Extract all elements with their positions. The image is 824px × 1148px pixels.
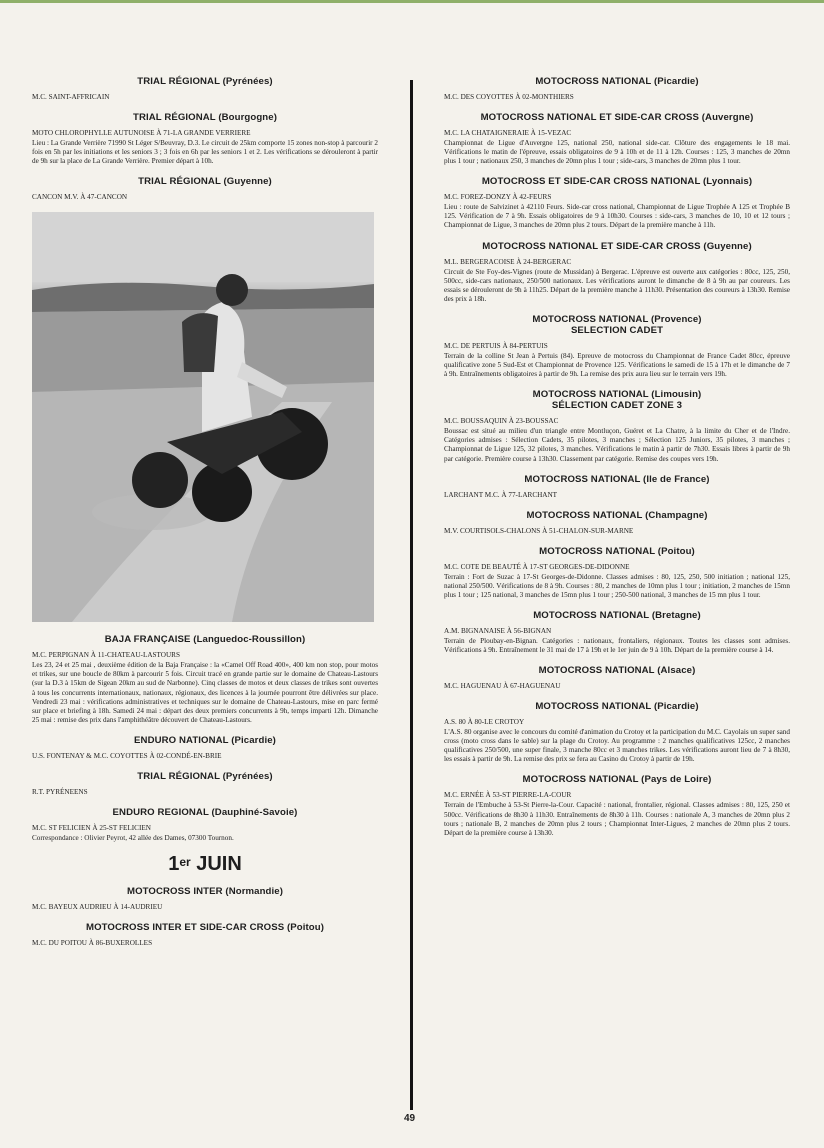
event-entry <box>444 546 790 600</box>
event-title: MOTOCROSS NATIONAL (Alsace) <box>538 665 696 677</box>
event-club: M.V. COURTISOLS-CHALONS À 51-CHALON-SUR-MARNE <box>444 526 634 535</box>
event-title: TRIAL RÉGIONAL (Pyrénées) <box>137 76 273 87</box>
event-entry <box>444 474 790 500</box>
event-entry <box>32 771 378 797</box>
event-club: M.C. BAYEUX AUDRIEU À 14-AUDRIEU <box>32 903 163 912</box>
event-club: M.C. DES COYOTTES À 02-MONTHIERS <box>444 93 574 101</box>
event-entry <box>444 610 790 655</box>
event-title: ENDURO NATIONAL (Picardie) <box>134 734 276 746</box>
event-title: TRIAL RÉGIONAL (Bourgogne) <box>132 112 277 123</box>
event-description: Terrain : Fort de Suzac à 17-St Georges-de-Didonne. Classes admises : 80, 125, 250, 500 initiation ; national 125, national 250/500. Vérifications de 8 à 9h. Courses : 80, 2 manches de 10mn plus 1 tour ; initiation, 2 manches de 15mn plus 1 tour ; 125 national, 3 manches de 15mn plus 1 tour ; 250-500 national, 3 manches de 15 mn plus 1 tour. <box>444 572 790 599</box>
event-club: M.C. ST FELICIEN À 25-ST FELICIEN <box>32 823 151 832</box>
event-entry <box>32 735 378 761</box>
event-entry <box>32 634 378 725</box>
event-club: M.C. DE PERTUIS À 84-PERTUIS <box>444 341 548 350</box>
event-club: M.C. PERPIGNAN À 11-CHATEAU-LASTOURS <box>32 651 180 660</box>
event-club: M.C. BOUSSAQUIN À 23-BOUSSAC <box>444 417 559 426</box>
top-rule <box>0 0 824 3</box>
event-entry <box>444 665 790 691</box>
event-entry <box>444 701 790 764</box>
event-description: Lieu : La Grande Verrière 71990 St Léger S/Beuvray, D.3. Le circuit de 25km comporte 15 zones non-stop à parcourir 2 fois en 5h par les initiations et les seniors 3 ; 3 fois en 6h par les seniors 1 et 2. Les vérifications se dérouleront à partir de 9h sur la place de La Grande Verrière. Premier départ à 10h. <box>32 139 378 166</box>
event-description: Terrain de la colline St Jean à Pertuis (84). Epreuve de motocross du Championnat de France Cadet 80cc, épreuve qualificative zone 5 Sud-Est et Championnat de Provence 125. Vérifications le samedi de 15 à 17h et le dimanche de 7 à 9h. Entraînements obligatoires à partir de 9h. La remise des prix aura lieu sur le terrain vers 19h. <box>444 351 790 379</box>
event-club: M.C. COTE DE BEAUTÉ À 17-ST GEORGES-DE-DIDONNE <box>444 562 630 571</box>
event-club: M.C. ERNÉE À 53-ST PIERRE-LA-COUR <box>444 791 572 800</box>
event-title <box>444 314 790 336</box>
event-title: MOTOCROSS INTER (Normandie) <box>126 886 284 898</box>
date-heading <box>32 853 378 876</box>
event-club: M.C. DU POITOU À 86-BUXEROLLES <box>32 939 153 948</box>
event-entry <box>444 774 790 837</box>
event-entry <box>32 176 378 202</box>
event-title: MOTOCROSS ET SIDE-CAR CROSS NATIONAL (Lyonnais) <box>481 176 753 188</box>
event-entry <box>444 112 790 166</box>
event-entry <box>32 922 378 948</box>
page-number: 49 <box>404 1113 416 1124</box>
event-description: Circuit de Ste Foy-des-Vignes (route de Mussidan) à Bergerac. L'épreuve est ouverte aux catégories : 80cc, 125, 250, 500cc, side-cars nationaux, 250/500 nationaux. Les vérifications auront le dimanche de 8 à 9h au par coureurs. Les essais se dérouleront de 9h à 11h25. Départ de la première manche à 11h30. Présentation des coureurs à 13h30. Remise des prix à 18h. <box>444 267 790 303</box>
event-description: Terrain de l'Embuche à 53-St Pierre-la-Cour. Capacité : national, frontalier, régional. Classes admises : 80, 125, 250 et 500cc. Vérifications de 8h30 à 11h30. Entraînements de 8h30 à 11h. Courses : nationale A, 3 manches de 20mn plus 2 tours ; nationale B, 2 manches de 20mn plus 2 tours ; Championnat Inter-Ligues, 2 manches de 20mn plus 2 tours. Départ de la première course à 13h30. <box>444 801 790 837</box>
event-description: Championnat de Ligue d'Auvergne 125, national 250, national side-car. Clôture des engagements le 18 mai. Vérifications le matin de l'épreuve, essais obligatoires de 9 à 10h et de 11 à 12h. Courses : 125, 3 manches de 20mn plus 1 tour ; nationaux 250, 3 manches de 20mn plus 1 tour ; side-cars, 3 manches de 20mn plus 1 tour. <box>444 139 790 166</box>
date-ordinal: er <box>179 855 191 870</box>
event-title: MOTOCROSS NATIONAL (Picardie) <box>535 701 699 713</box>
event-title: TRIAL RÉGIONAL (Guyenne) <box>138 176 272 188</box>
event-description: Terrain de Ploubay-en-Bignan. Catégories : nationaux, frontaliers, régionaux. Toutes les classes sont admises. Vérifications à 9h. Entraînement le 31 mai de 17 à 19h et le 1er juin de 9 à 10h. Départ de la première course à 14. <box>444 636 790 654</box>
event-entry <box>444 176 790 230</box>
event-club: M.L. BERGERACOISE À 24-BERGERAC <box>444 257 572 266</box>
event-description: Les 23, 24 et 25 mai , deuxième édition de la Baja Française : la «Camel Off Road 400», 400 km non stop, pour motos et trikes, sur une boucle de 80km à parcourir 5 fois. Circuit tracé en grande partie sur le domaine de Chateau-Lastours (sur la D.3 à 15km de Sigean 20km au sud de Narbonne). Cinq classes de motos et deux classes de trikes sont ouvertes à tous les concurrents internationaux, nationaux, régionaux, des licences à la journée pourront être délivrées sur place. Vendredi 23 mai : vérifications administratives et techniques sur le domaine de Chateau-Lastours, mise en parc fermé sur place et briefing à 18h. Samedi 24 mai : départ des deux premiers concurrents à 9h, temps imparti 12h. Dimanche 25 mai : remise des prix dans l'amphithéâtre découvert de Chateau-Lastours. <box>32 661 378 724</box>
event-title: BAJA FRANÇAISE (Languedoc-Roussillon) <box>104 634 306 646</box>
event-entry <box>32 76 378 102</box>
event-title: MOTOCROSS NATIONAL (Pays de Loire) <box>522 774 712 786</box>
event-entry <box>444 510 790 536</box>
event-club: M.C. LA CHATAIGNERAIE À 15-VEZAC <box>444 129 572 137</box>
event-club: M.C. FOREZ-DONZY À 42-FEURS <box>444 193 552 202</box>
event-description: Lieu : route de Salvizinet à 42110 Feurs. Side-car cross national, Championnat de Ligue Trophée A 125 et Trophée B 125. Vérification de 7 à 9h. Essais obligatoires de 9 à 10h30. Courses : side-cars, 3 manches de 10, 10 et 12 tours ; Championnat de Ligue, 3 manches de 20mn plus 2 tours. Départ de la première manche à 11h. <box>444 203 790 230</box>
event-description: Boussac est situé au milieu d'un triangle entre Montluçon, Guéret et La Chatre, à la limite du Cher et de l'Indre. Catégories admises : Sélection Cadets, 35 pilotes, 3 manches ; Sélection 125 Juniors, 35 pilotes, 3 manches ; Championnat de Ligue 125, 32 pilotes, 3 manches. Vérifications le matin à partir de 7h30. Essais libres à partir de 9h par catégorie. Première course à 13h30. Classement par catégorie. Remise des coupes vers 19h. <box>444 427 790 463</box>
column-divider <box>410 80 413 1110</box>
event-subtitle: SELECTION CADET <box>570 324 664 336</box>
event-title: MOTOCROSS NATIONAL (Picardie) <box>535 76 699 87</box>
event-title-main: MOTOCROSS NATIONAL (Provence) <box>532 313 702 325</box>
event-club: A.S. 80 À 80-LE CROTOY <box>444 718 525 727</box>
event-club: M.C. HAGUENAU À 67-HAGUENAU <box>444 682 561 691</box>
event-description: L'A.S. 80 organise avec le concours du comité d'animation du Crotoy et la participation du M.C. Cayolais un super sand cross (moto cross dans le sable) sur la plage du Crotoy. Au programme : 2 manches qualificatives 125cc, 2 manches qualificatives 250/500, une super finale, 3 manche 80cc et 3 manches trikes. Les vérifications auront lieu de 7 à 8h30, les essais à partir de 9h. La remise des prix se fera au Casino du Crotoy à partir de 19h. <box>444 728 790 764</box>
event-title: MOTOCROSS NATIONAL (Ile de France) <box>524 473 710 485</box>
event-title: ENDURO REGIONAL (Dauphiné-Savoie) <box>112 806 298 818</box>
event-subtitle: SÉLECTION CADET ZONE 3 <box>551 400 683 412</box>
event-entry <box>444 389 790 463</box>
event-entry <box>32 112 378 166</box>
event-club: MOTO CHLOROPHYLLE AUTUNOISE À 71-LA GRANDE VERRIERE <box>32 129 251 137</box>
event-title: MOTOCROSS NATIONAL (Bretagne) <box>533 609 701 621</box>
event-club: U.S. FONTENAY & M.C. COYOTTES À 02-CONDÉ-EN-BRIE <box>32 751 222 760</box>
trike-rider-photo <box>32 212 374 622</box>
event-entry <box>32 886 378 912</box>
date-number: 1 <box>168 853 180 876</box>
event-title <box>444 389 790 411</box>
event-entry <box>444 241 790 304</box>
event-title: MOTOCROSS NATIONAL (Poitou) <box>539 545 695 557</box>
event-club: M.C. SAINT-AFFRICAIN <box>32 93 110 101</box>
left-column <box>32 76 378 958</box>
trike-rider-illustration <box>32 212 374 622</box>
event-title-main: MOTOCROSS NATIONAL (Limousin) <box>532 389 702 401</box>
event-entry <box>32 807 378 843</box>
event-title: MOTOCROSS NATIONAL ET SIDE-CAR CROSS (Auvergne) <box>480 112 754 123</box>
event-title: MOTOCROSS INTER ET SIDE-CAR CROSS (Poitou) <box>85 922 324 934</box>
event-title: MOTOCROSS NATIONAL ET SIDE-CAR CROSS (Guyenne) <box>482 240 752 252</box>
date-month: JUIN <box>196 853 242 876</box>
event-club: A.M. BIGNANAISE À 56-BIGNAN <box>444 626 552 635</box>
event-club: R.T. PYRÉNEENS <box>32 787 88 796</box>
event-title: TRIAL RÉGIONAL (Pyrénées) <box>137 770 273 782</box>
event-entry <box>444 76 790 102</box>
event-description: Correspondance : Olivier Peyrot, 42 allée des Dames, 07300 Tournon. <box>32 833 234 842</box>
right-column <box>444 76 790 848</box>
event-club: LARCHANT M.C. À 77-LARCHANT <box>444 490 558 499</box>
event-entry <box>444 314 790 379</box>
event-title: MOTOCROSS NATIONAL (Champagne) <box>526 509 708 521</box>
event-club: CANCON M.V. À 47-CANCON <box>32 193 128 202</box>
